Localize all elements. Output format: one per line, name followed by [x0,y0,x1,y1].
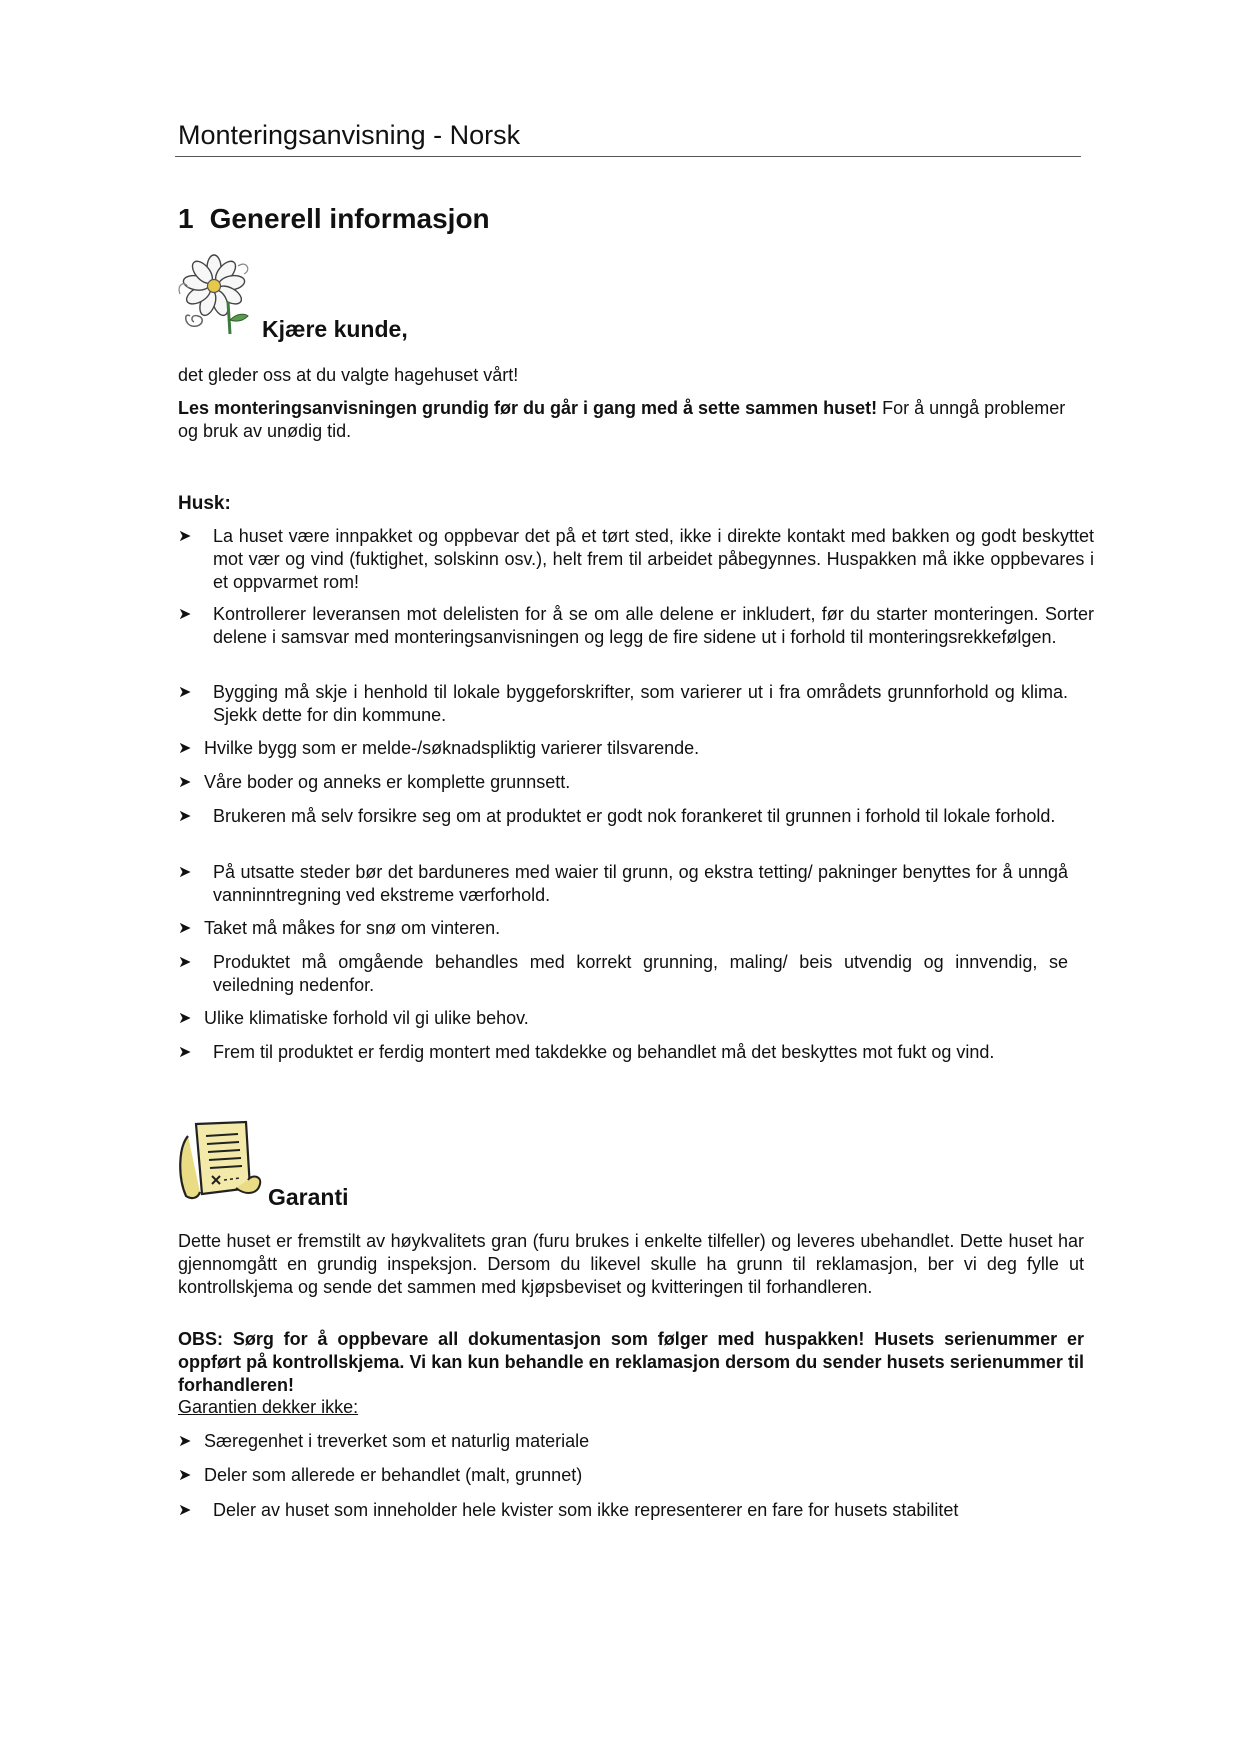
arrowhead-bullet-icon: ➤ [178,606,192,623]
arrowhead-bullet-icon: ➤ [178,808,192,825]
list-item-text: Deler av huset som inneholder hele kvister som ikke representerer en fare for husets stabilitet [213,1500,959,1520]
list-item-text: Våre boder og anneks er komplette grunnsett. [204,772,571,792]
list-item [178,1041,1094,1064]
section-number: 1 [178,203,194,234]
list-item [178,603,1094,649]
list-item-text: La huset være innpakket og oppbevar det på et tørt sted, ikke i direkte kontakt med bakken og godt beskyttet mot vær og vind (fuktighet, solskinn osv.), helt frem til arbeidet påbegynnes. Huspakken må ikke oppbevares i et oppvarmet rom! [213,526,1094,592]
list-item-text: Ulike klimatiske forhold vil gi ulike behov. [204,1008,529,1028]
header-rule [175,156,1081,157]
list-item [178,737,1094,760]
list-item [178,525,1094,594]
list-item-text: Deler som allerede er behandlet (malt, grunnet) [204,1465,583,1485]
list-item [178,1007,1094,1030]
list-item [178,771,1094,794]
intro-line-1: det gleder oss at du valgte hagehuset vårt! [178,365,519,385]
greeting-heading: Kjære kunde, [262,316,408,342]
husk-label: Husk: [178,493,231,514]
list-item [178,681,1068,727]
list-item [178,951,1068,997]
list-item [178,1430,1094,1453]
list-item-text: Kontrollerer leveransen mot delelisten for å se om alle delene er inkludert, før du starter monteringen. Sorter delene i samsvar med monteringsanvisningen og legg de fire sidene ut i forhold til monteringsrekkefølgen. [213,604,1094,647]
arrowhead-bullet-icon: ➤ [178,774,192,791]
arrowhead-bullet-icon: ➤ [178,1010,192,1027]
garanti-heading: Garanti [268,1184,349,1210]
section-heading [178,203,490,235]
arrowhead-bullet-icon: ➤ [178,1044,192,1061]
list-item-text: Produktet må omgående behandles med korrekt grunning, maling/ beis utvendig og innvendig, se veiledning nedenfor. [213,952,1068,995]
list-item-text: Hvilke bygg som er melde-/søknadspliktig varierer tilsvarende. [204,738,700,758]
list-item-text: Taket må måkes for snø om vinteren. [204,918,501,938]
intro-rest-text: For å unngå problemer og bruk av unødig tid. [178,398,1066,441]
garanti-paragraph: Dette huset er fremstilt av høykvalitets gran (furu brukes i enkelte tilfeller) og leveres ubehandlet. Dette huset har gjennomgått en grundig inspeksjon. Dersom du likevel skulle ha grunn til reklamasjon, ber vi deg fylle ut kontrollskjema og sende det sammen med kjøpsbeviset og kvitteringen til forhandleren. [178,1231,1084,1297]
intro-paragraph [178,397,1078,443]
arrowhead-bullet-icon: ➤ [178,1467,192,1484]
list-item-text: Særegenhet i treverket som et naturlig materiale [204,1431,590,1451]
list-item-text: Brukeren må selv forsikre seg om at produktet er godt nok forankeret til grunnen i forhold til lokale forhold. [213,806,1056,826]
arrowhead-bullet-icon: ➤ [178,528,192,545]
arrowhead-bullet-icon: ➤ [178,1502,192,1519]
arrowhead-bullet-icon: ➤ [178,920,192,937]
list-item [178,805,1068,828]
list-item-text: Bygging må skje i henhold til lokale byggeforskrifter, som varierer ut i fra områdets grunnforhold og klima. Sjekk dette for din kommune. [213,682,1068,725]
covers-label: Garantien dekker ikke: [178,1397,359,1417]
arrowhead-bullet-icon: ➤ [178,1433,192,1450]
list-item [178,861,1068,907]
section-title: Generell informasjon [209,203,490,234]
list-item [178,917,1094,940]
list-item-text: På utsatte steder bør det barduneres med waier til grunn, og ekstra tetting/ pakninger benyttes for å unngå vanninntregning ved ekstreme værforhold. [213,862,1068,905]
list-item [178,1464,1094,1487]
list-item [178,1499,1094,1522]
daisy-flower-icon [176,254,254,336]
intro-bold-text: Les monteringsanvisningen grundig før du går i gang med å sette sammen huset! [178,398,878,418]
scroll-document-icon [176,1118,262,1204]
list-item-text: Frem til produktet er ferdig montert med takdekke og behandlet må det beskyttes mot fukt og vind. [213,1042,995,1062]
arrowhead-bullet-icon: ➤ [178,684,192,701]
arrowhead-bullet-icon: ➤ [178,954,192,971]
arrowhead-bullet-icon: ➤ [178,864,192,881]
arrowhead-bullet-icon: ➤ [178,740,192,757]
header-title: Monteringsanvisning - Norsk [178,120,521,150]
obs-paragraph: OBS: Sørg for å oppbevare all dokumentasjon som følger med huspakken! Husets serienummer er oppført på kontrollskjema. Vi kan kun behandle en reklamasjon dersom du sender husets serienummer til forhandleren! [178,1329,1084,1395]
